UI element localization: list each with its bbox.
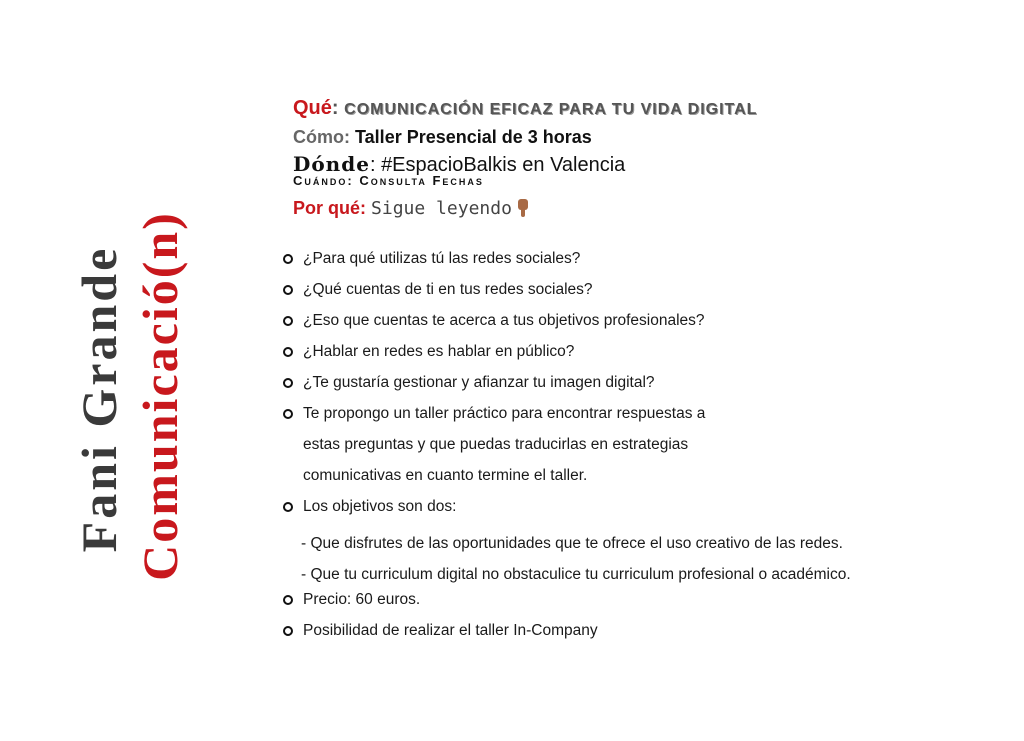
list-item [283, 279, 851, 310]
list-item [283, 310, 851, 341]
bullet-icon [283, 285, 293, 295]
bullet-icon [283, 595, 293, 605]
bullet-icon [283, 626, 293, 636]
porque-value: Sigue leyendo [371, 198, 512, 219]
bullet-icon [283, 409, 293, 419]
objective-item: - Que tu curriculum digital no obstaculice tu curriculum profesional o académico. [301, 566, 851, 583]
bullet-icon [283, 254, 293, 264]
list-item-text: ¿Eso que cuentas te acerca a tus objetivos profesionales? [303, 312, 705, 329]
porque-label: Por qué: [293, 198, 367, 218]
event-header [293, 96, 757, 241]
list-item [283, 341, 851, 372]
list-item-text: Te propongo un taller práctico para encontrar respuestas a [303, 405, 706, 422]
brand-subtitle: Comunicació(n) [132, 211, 188, 581]
donde-city: Valencia [550, 154, 626, 176]
donde-separator: : [369, 154, 376, 176]
que-line [293, 96, 757, 125]
que-separator: : [331, 97, 339, 119]
bullet-icon [283, 378, 293, 388]
list-item-text: ¿Te gustaría gestionar y afianzar tu imagen digital? [303, 374, 655, 391]
que-value: COMUNICACIÓN EFICAZ PARA TU VIDA DIGITAL [344, 101, 758, 118]
list-item [283, 620, 851, 651]
list-item-text: Los objetivos son dos: [303, 498, 457, 515]
como-value: Taller Presencial de 3 horas [355, 127, 592, 147]
list-item-text: Posibilidad de realizar el taller In-Company [303, 622, 598, 639]
donde-en: en [522, 154, 545, 176]
bullet-icon [283, 347, 293, 357]
objectives-sublist [283, 532, 851, 589]
list-item-text: ¿Qué cuentas de ti en tus redes sociales? [303, 281, 593, 298]
pointing-down-hand-icon [516, 199, 530, 217]
list-item-text: Precio: 60 euros. [303, 591, 421, 608]
info-list [283, 248, 851, 651]
donde-tag: #EspacioBalkis [381, 154, 517, 176]
objective-item: - Que disfrutes de las oportunidades que te ofrece el uso creativo de las redes. [301, 535, 843, 552]
brand-name: Fani Grande [71, 245, 127, 553]
bullet-icon [283, 316, 293, 326]
list-item-text: estas preguntas y que puedas traducirlas en estrategias [303, 436, 689, 453]
bullet-icon [283, 502, 293, 512]
list-item-text: comunicativas en cuanto termine el taller. [303, 467, 588, 484]
porque-line [293, 198, 757, 227]
list-item-text: ¿Para qué utilizas tú las redes sociales? [303, 250, 581, 267]
list-item [283, 372, 851, 403]
list-item [283, 403, 851, 496]
donde-label: Dónde [293, 152, 370, 176]
cuando-text: Cuándo: Consulta Fechas [293, 173, 484, 188]
list-item [283, 248, 851, 279]
que-label: Qué [293, 97, 332, 119]
list-item [283, 496, 851, 532]
como-label: Cómo: [293, 127, 350, 147]
list-item [283, 589, 851, 620]
list-item-text: ¿Hablar en redes es hablar en público? [303, 343, 575, 360]
